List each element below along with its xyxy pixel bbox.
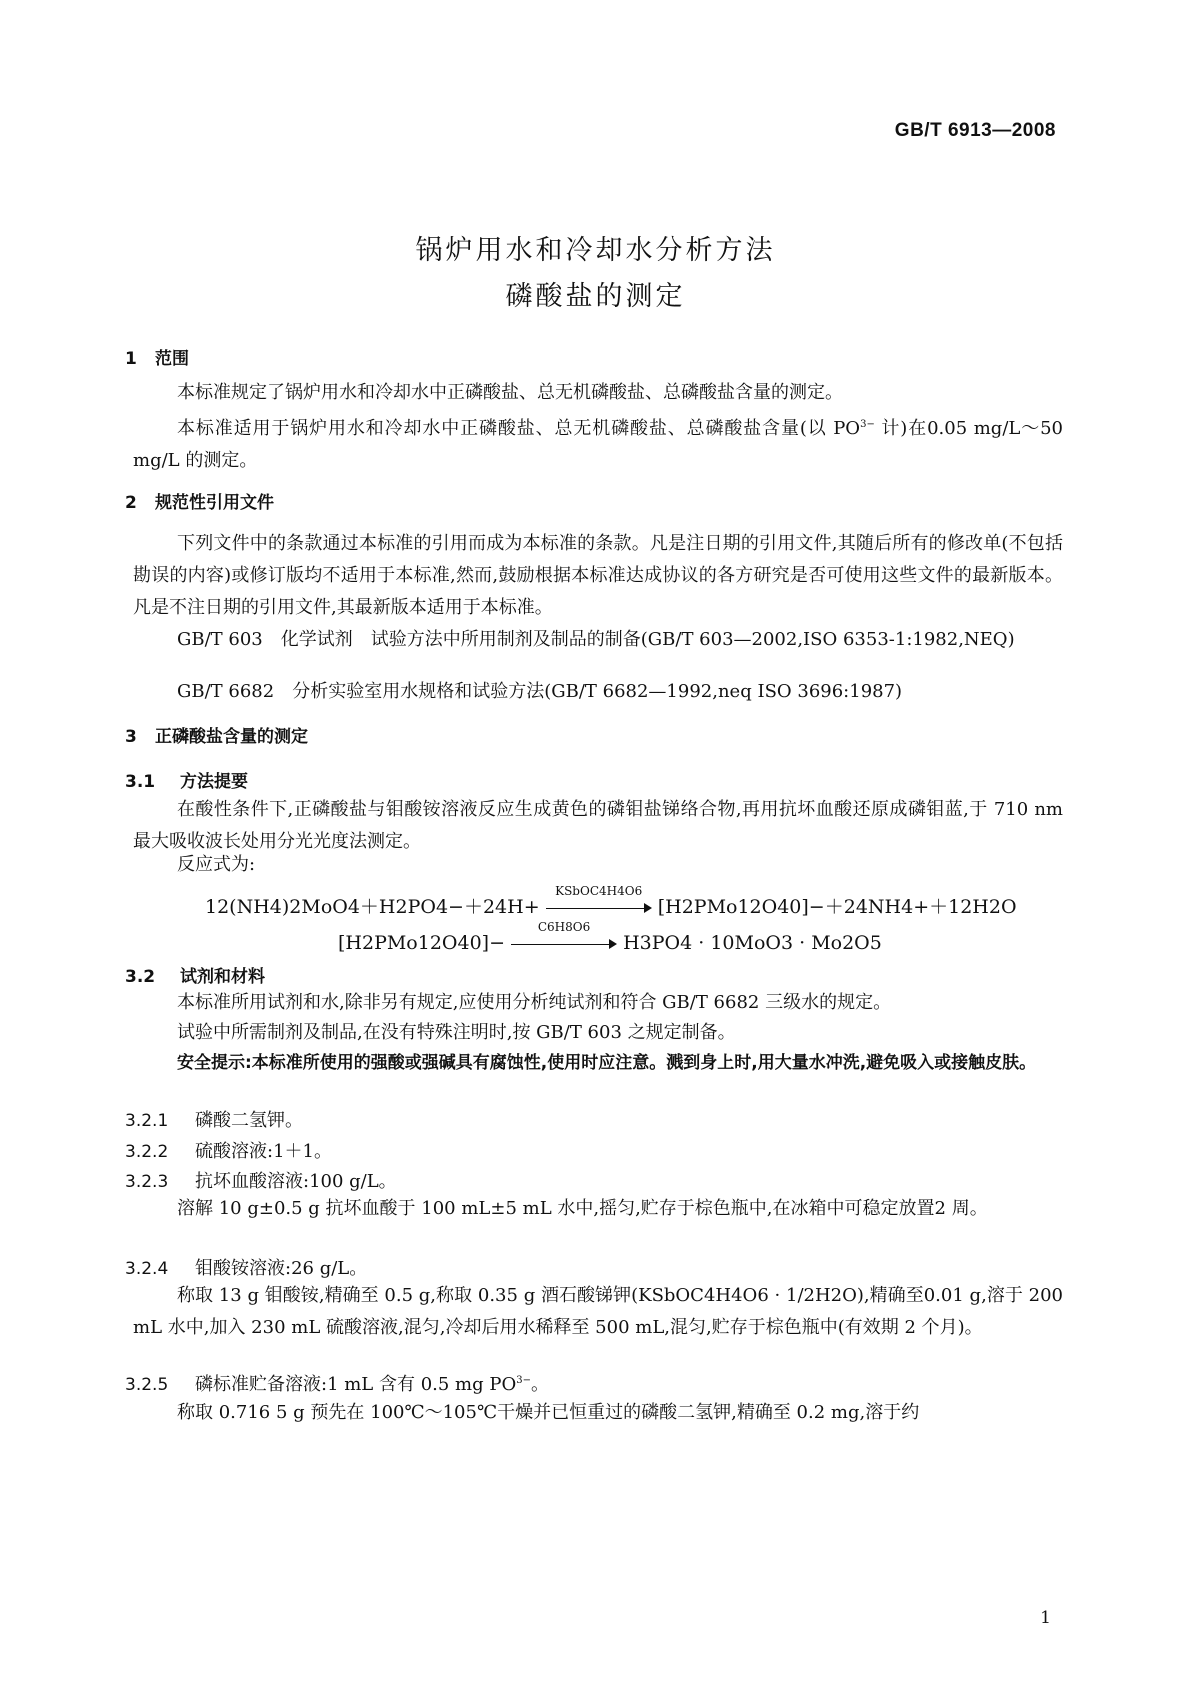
reaction-equation-1 bbox=[205, 884, 1017, 919]
reaction-arrow bbox=[546, 884, 652, 915]
section-3-2-paragraph-2: 试验中所需制剂及制品,在没有特殊注明时,按 GB/T 603 之规定制备。 bbox=[177, 1022, 736, 1043]
section-3-1-heading bbox=[125, 767, 248, 792]
standard-code: GB/T 6913—2008 bbox=[894, 120, 1056, 141]
document-subtitle: 磷酸盐的测定 bbox=[505, 281, 686, 312]
section-number: 2 bbox=[125, 493, 137, 513]
item-text: 抗坏血酸溶液:100 g/L。 bbox=[195, 1171, 397, 1192]
section-1-heading bbox=[125, 344, 189, 369]
item-3-2-1 bbox=[125, 1106, 303, 1132]
item-number: 3.2.4 bbox=[125, 1259, 169, 1279]
item-3-2-4-paragraph: 称取 13 g 钼酸铵,精确至 0.5 g,称取 0.35 g 酒石酸锑钾(KSbOC4H4O6 · 1/2H2O),精确至0.01 g,溶于 200 mL 水中,加入 230 mL 硫酸溶液,混匀,冷却后用水稀释至 500 mL,混匀,贮存于棕色瓶中(有效期 2 个月)。 bbox=[133, 1285, 1063, 1338]
reaction-reactants: 12(NH4)2MoO4＋H2PO4−＋24H+ bbox=[205, 896, 540, 918]
item-3-2-4 bbox=[125, 1254, 367, 1280]
section-3-1-paragraph-2: 反应式为: bbox=[177, 854, 256, 875]
text-run: 计)在0.05 mg/L～50 mg/L 的测定。 bbox=[133, 418, 1064, 471]
section-2-heading bbox=[125, 488, 274, 513]
document-title: 锅炉用水和冷却水分析方法 bbox=[415, 235, 776, 266]
item-text: 磷酸二氢钾。 bbox=[195, 1110, 303, 1131]
section-title: 方法提要 bbox=[180, 772, 248, 792]
item-number: 3.2.3 bbox=[125, 1172, 169, 1192]
reference-gbt-6682: GB/T 6682 分析实验室用水规格和试验方法(GB/T 6682—1992,neq ISO 3696:1987) bbox=[177, 681, 903, 702]
text-run: 磷标准贮备溶液:1 mL 含有 0.5 mg PO bbox=[195, 1374, 517, 1395]
section-number: 3 bbox=[125, 727, 137, 747]
text-run: 。 bbox=[530, 1374, 549, 1395]
section-3-2-paragraph-1: 本标准所用试剂和水,除非另有规定,应使用分析纯试剂和符合 GB/T 6682 三级水的规定。 bbox=[177, 992, 892, 1013]
item-text: 硫酸溶液:1＋1。 bbox=[195, 1141, 332, 1162]
section-3-2-heading bbox=[125, 962, 265, 987]
reaction-arrow bbox=[511, 920, 617, 951]
item-3-2-5-paragraph: 称取 0.716 5 g 预先在 100℃～105℃干燥并已恒重过的磷酸二氢钾,精确至 0.2 mg,溶于约 bbox=[177, 1402, 920, 1423]
item-number: 3.2.2 bbox=[125, 1142, 169, 1162]
reaction-products: H3PO4 · 10MoO3 · Mo2O5 bbox=[623, 932, 882, 954]
section-number: 3.2 bbox=[125, 967, 156, 987]
text-run: 本标准适用于锅炉用水和冷却水中正磷酸盐、总无机磷酸盐、总磷酸盐含量(以 PO bbox=[177, 418, 861, 439]
section-title: 正磷酸盐含量的测定 bbox=[155, 727, 308, 747]
safety-warning: 安全提示:本标准所使用的强酸或强碱具有腐蚀性,使用时应注意。溅到身上时,用大量水冲洗,避免吸入或接触皮肤。 bbox=[177, 1053, 1037, 1073]
section-number: 1 bbox=[125, 349, 137, 369]
section-number: 3.1 bbox=[125, 772, 156, 792]
page-number: 1 bbox=[1040, 1608, 1051, 1628]
section-2-paragraph-1: 下列文件中的条款通过本标准的引用而成为本标准的条款。凡是注日期的引用文件,其随后所有的修改单(不包括勘误的内容)或修订版均不适用于本标准,然而,鼓励根据本标准达成协议的各方研究是否可使用这些文件的最新版本。凡是不注日期的引用文件,其最新版本适用于本标准。 bbox=[133, 533, 1063, 618]
section-3-1-paragraph-1: 在酸性条件下,正磷酸盐与钼酸铵溶液反应生成黄色的磷钼盐锑络合物,再用抗坏血酸还原成磷钼蓝,于 710 nm 最大吸收波长处用分光光度法测定。 bbox=[133, 799, 1063, 852]
item-3-2-5 bbox=[125, 1370, 549, 1396]
item-number: 3.2.1 bbox=[125, 1111, 169, 1131]
item-3-2-3-paragraph: 溶解 10 g±0.5 g 抗坏血酸于 100 mL±5 mL 水中,摇匀,贮存于棕色瓶中,在冰箱中可稳定放置2 周。 bbox=[177, 1198, 988, 1219]
item-3-2-3 bbox=[125, 1167, 397, 1193]
item-3-2-2 bbox=[125, 1137, 332, 1163]
section-1-paragraph-1: 本标准规定了锅炉用水和冷却水中正磷酸盐、总无机磷酸盐、总磷酸盐含量的测定。 bbox=[177, 382, 843, 403]
section-title: 范围 bbox=[155, 349, 189, 369]
reaction-products: [H2PMo12O40]−＋24NH4+＋12H2O bbox=[657, 896, 1017, 918]
reference-gbt-603: GB/T 603 化学试剂 试验方法中所用制剂及制品的制备(GB/T 603—2002,ISO 6353-1:1982,NEQ) bbox=[177, 629, 1015, 650]
section-3-heading bbox=[125, 722, 308, 747]
ion-charge: 3− bbox=[516, 1375, 531, 1386]
item-number: 3.2.5 bbox=[125, 1375, 169, 1395]
reaction-catalyst: C6H8O6 bbox=[537, 920, 591, 934]
ion-charge: 3− bbox=[860, 419, 875, 430]
reaction-catalyst: KSbOC4H4O6 bbox=[555, 884, 643, 898]
reaction-equation-2 bbox=[338, 920, 882, 954]
section-1-paragraph-2 bbox=[133, 409, 1063, 477]
section-title: 试剂和材料 bbox=[180, 967, 265, 987]
section-title: 规范性引用文件 bbox=[155, 493, 274, 513]
item-text: 钼酸铵溶液:26 g/L。 bbox=[195, 1258, 368, 1279]
item-text bbox=[195, 1374, 549, 1395]
reaction-reactants: [H2PMo12O40]− bbox=[338, 932, 506, 954]
